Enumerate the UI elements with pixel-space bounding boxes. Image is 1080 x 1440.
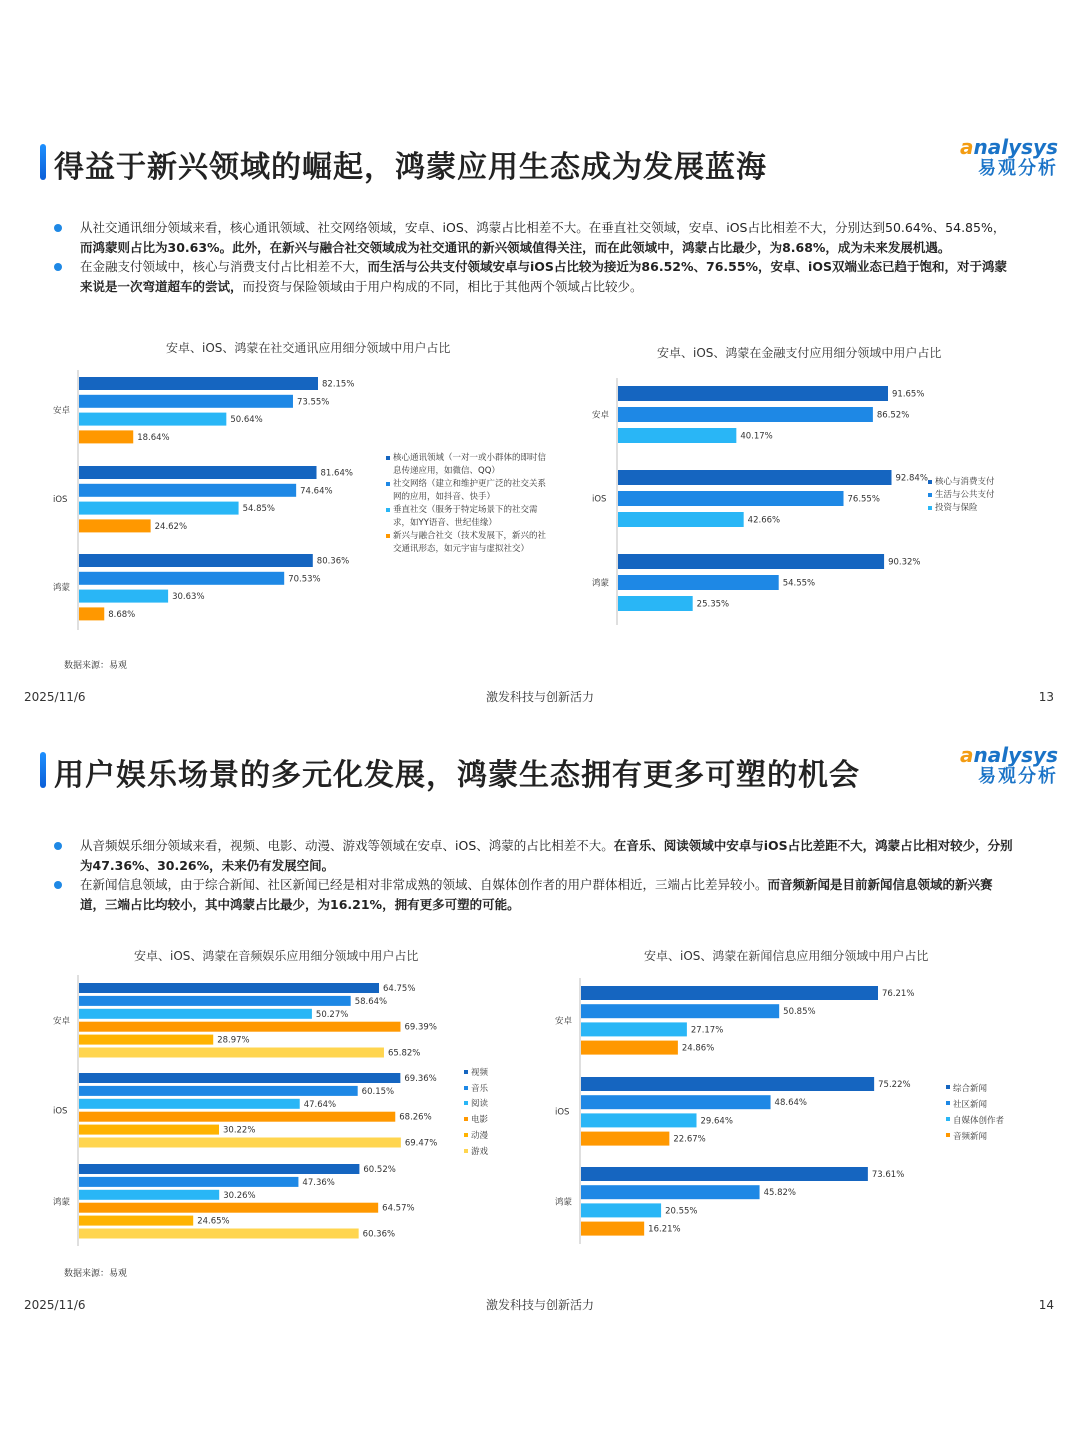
data-label: 50.27% bbox=[315, 1009, 349, 1020]
slide-13 bbox=[0, 120, 1080, 730]
data-label: 74.64% bbox=[300, 486, 333, 497]
data-label: 64.57% bbox=[382, 1203, 415, 1214]
data-label: 68.26% bbox=[399, 1112, 432, 1123]
legend-text: 音乐 bbox=[471, 1083, 489, 1094]
data-label: 8.68% bbox=[108, 609, 136, 620]
category-label: 安卓 bbox=[53, 1016, 71, 1027]
data-label: 24.86% bbox=[681, 1043, 715, 1054]
bar bbox=[581, 1203, 661, 1217]
data-label: 45.82% bbox=[763, 1188, 796, 1199]
bar bbox=[581, 1113, 697, 1127]
category-label: 鸿蒙 bbox=[555, 1197, 573, 1208]
legend-swatch bbox=[946, 1117, 950, 1121]
chart-title-audio: 安卓、iOS、鸿蒙在音频娱乐应用细分领域中用户占比 bbox=[134, 949, 419, 963]
bar bbox=[581, 1041, 678, 1055]
bar bbox=[618, 596, 693, 611]
data-label: 86.52% bbox=[876, 410, 910, 421]
category-label: iOS bbox=[53, 1106, 68, 1117]
data-label: 50.64% bbox=[230, 415, 263, 426]
bar bbox=[581, 1132, 669, 1146]
bar bbox=[581, 1095, 771, 1109]
bullet-item: 在新闻信息领域，由于综合新闻、社区新闻已经是相对非常成熟的领域、自媒体创作者的用户群体相近，三端占比差异较小。而音频新闻是目前新闻信息领域的新兴赛道，三端占比均较小，其中鸿蒙占比最少，为16.21%，拥有更多可塑的可能。 bbox=[54, 875, 1014, 914]
chart-news bbox=[0, 728, 1080, 1338]
analysys-logo: analysys 易观分析 bbox=[960, 135, 1058, 179]
data-label: 60.15% bbox=[361, 1086, 395, 1097]
legend-item bbox=[928, 489, 1028, 502]
data-label: 76.55% bbox=[847, 494, 880, 505]
legend-text: 核心与消费支付 bbox=[935, 477, 995, 487]
data-label: 69.36% bbox=[404, 1074, 437, 1084]
page-number: 13 bbox=[1038, 690, 1054, 704]
data-label: 20.55% bbox=[665, 1206, 698, 1217]
category-label: 安卓 bbox=[592, 410, 610, 421]
legend-item bbox=[946, 1081, 1046, 1097]
bar bbox=[618, 554, 884, 569]
data-label: 70.53% bbox=[288, 574, 321, 585]
bullet-item: 在金融支付领域中，核心与消费支付占比相差不大，而生活与公共支付领域安卓与iOS占比较为接近为86.52%、76.55%，安卓、iOS双端业态已趋于饱和，对于鸿蒙来说是一次弯道超车的尝试，而投资与保险领域由于用户构成的不同，相比于其他两个领域占比较少。 bbox=[54, 257, 1014, 296]
legend-swatch bbox=[928, 493, 932, 497]
data-label: 80.36% bbox=[316, 556, 350, 567]
data-label: 64.75% bbox=[383, 984, 416, 994]
bar bbox=[581, 1022, 687, 1036]
category-label: 安卓 bbox=[555, 1016, 573, 1027]
footer-date: 2025/11/6 bbox=[24, 690, 86, 704]
bullet-item: 从音频娱乐细分领域来看，视频、电影、动漫、游戏等领域在安卓、iOS、鸿蒙的占比相差不大。在音乐、阅读领域中安卓与iOS占比差距不大，鸿蒙占比相对较少，分别为47.36%、30.26%，未来仍有发展空间。 bbox=[54, 836, 1014, 875]
category-label: 鸿蒙 bbox=[592, 578, 610, 589]
analysys-logo: analysys 易观分析 bbox=[960, 743, 1058, 787]
legend-text: 自媒体创作者 bbox=[953, 1116, 1005, 1126]
legend-text: 交通讯形态，如元宇宙与虚拟社交） bbox=[393, 544, 530, 554]
chart-title-finance: 安卓、iOS、鸿蒙在金融支付应用细分领域中用户占比 bbox=[657, 346, 942, 360]
legend-item bbox=[928, 476, 1028, 489]
legend-item bbox=[946, 1129, 1046, 1145]
category-label: 鸿蒙 bbox=[53, 583, 71, 594]
slide-14 bbox=[0, 728, 1080, 1338]
data-label: 24.65% bbox=[197, 1216, 230, 1227]
data-label: 47.36% bbox=[302, 1177, 335, 1188]
legend-news bbox=[946, 1081, 1046, 1145]
bar bbox=[581, 1222, 644, 1236]
bar bbox=[618, 575, 779, 590]
legend-text: 核心通讯领域（一对一或小群体的即时信 bbox=[393, 453, 547, 463]
bar bbox=[581, 986, 878, 1000]
page-number: 14 bbox=[1038, 1298, 1054, 1312]
data-label: 30.22% bbox=[223, 1125, 256, 1136]
data-label: 82.15% bbox=[322, 379, 355, 390]
legend-swatch bbox=[928, 506, 932, 510]
legend-text: 垂直社交（服务于特定场景下的社交需 bbox=[393, 505, 538, 515]
bar bbox=[618, 491, 844, 506]
data-label: 42.66% bbox=[747, 515, 781, 526]
bar bbox=[618, 428, 736, 443]
legend-text: 息传递应用，如微信、QQ） bbox=[393, 466, 500, 476]
bar bbox=[581, 1004, 779, 1018]
footer-slogan: 激发科技与创新活力 bbox=[485, 690, 594, 704]
bar bbox=[581, 1167, 868, 1181]
data-label: 69.39% bbox=[404, 1022, 437, 1033]
legend-swatch bbox=[928, 480, 932, 484]
bar bbox=[581, 1077, 874, 1091]
data-label: 16.21% bbox=[648, 1224, 681, 1235]
legend-item bbox=[946, 1097, 1046, 1113]
category-label: iOS bbox=[555, 1107, 570, 1118]
legend-text: 网的应用，如抖音、快手） bbox=[393, 492, 496, 502]
chart-title-social: 安卓、iOS、鸿蒙在社交通讯应用细分领域中用户占比 bbox=[166, 341, 451, 355]
data-label: 30.63% bbox=[172, 592, 205, 603]
data-label: 76.21% bbox=[882, 989, 915, 999]
legend-item bbox=[946, 1113, 1046, 1129]
data-label: 69.47% bbox=[404, 1138, 438, 1149]
legend-item bbox=[928, 502, 1028, 515]
slide-title: 用户娱乐场景的多元化发展，鸿蒙生态拥有更多可塑的机会 bbox=[54, 758, 860, 793]
footer-date: 2025/11/6 bbox=[24, 1298, 86, 1312]
legend-text: 综合新闻 bbox=[953, 1084, 988, 1094]
data-label: 73.61% bbox=[871, 1170, 905, 1180]
bar bbox=[618, 386, 888, 401]
data-label: 91.65% bbox=[892, 389, 925, 400]
data-label: 28.97% bbox=[217, 1035, 250, 1046]
bar bbox=[618, 470, 892, 485]
data-label: 29.64% bbox=[700, 1116, 733, 1127]
data-label: 18.64% bbox=[137, 432, 170, 443]
legend-swatch bbox=[946, 1133, 950, 1137]
data-label: 50.85% bbox=[783, 1007, 816, 1018]
data-label: 40.17% bbox=[740, 431, 773, 442]
data-source: 数据来源：易观 bbox=[64, 661, 128, 671]
data-label: 90.32% bbox=[888, 557, 921, 568]
data-label: 60.36% bbox=[362, 1229, 396, 1240]
category-label: 鸿蒙 bbox=[53, 1197, 71, 1208]
legend-text: 求，如YY语音、世纪佳缘） bbox=[393, 518, 497, 528]
legend-text: 游戏 bbox=[471, 1146, 489, 1157]
data-label: 54.55% bbox=[782, 578, 816, 589]
data-label: 24.62% bbox=[154, 521, 188, 532]
data-label: 92.84% bbox=[895, 473, 928, 484]
data-label: 47.64% bbox=[303, 1099, 337, 1110]
bar bbox=[618, 407, 873, 422]
bar bbox=[618, 512, 744, 527]
data-label: 60.52% bbox=[363, 1165, 396, 1175]
data-label: 81.64% bbox=[320, 468, 353, 479]
slide-title: 得益于新兴领域的崛起，鸿蒙应用生态成为发展蓝海 bbox=[54, 150, 767, 185]
data-label: 54.85% bbox=[242, 504, 275, 515]
footer-slogan: 激发科技与创新活力 bbox=[485, 1298, 594, 1312]
legend-text: 音频新闻 bbox=[953, 1132, 988, 1142]
chart-finance bbox=[0, 120, 1080, 730]
legend-text: 电影 bbox=[471, 1115, 489, 1126]
category-label: 安卓 bbox=[53, 406, 71, 417]
data-label: 75.22% bbox=[878, 1080, 911, 1090]
category-label: iOS bbox=[592, 494, 607, 505]
data-label: 25.35% bbox=[696, 599, 730, 610]
legend-text: 生活与公共支付 bbox=[935, 490, 995, 500]
chart-title-news: 安卓、iOS、鸿蒙在新闻信息应用细分领域中用户占比 bbox=[644, 949, 929, 963]
legend-text: 社交网络（建立和维护更广泛的社交关系 bbox=[393, 479, 547, 489]
legend-text: 新兴与融合社交（技术发展下，新兴的社 bbox=[393, 531, 547, 541]
legend-text: 投资与保险 bbox=[935, 503, 978, 513]
data-label: 73.55% bbox=[296, 397, 330, 408]
data-label: 58.64% bbox=[354, 996, 388, 1007]
data-label: 27.17% bbox=[690, 1025, 724, 1036]
data-label: 65.82% bbox=[387, 1048, 421, 1059]
data-label: 30.26% bbox=[223, 1190, 256, 1201]
legend-swatch bbox=[946, 1101, 950, 1105]
legend-text: 视频 bbox=[471, 1068, 489, 1078]
bullet-item: 从社交通讯细分领域来看，核心通讯领域、社交网络领域，安卓、iOS、鸿蒙占比相差不大。在垂直社交领域，安卓、iOS占比相差不大，分别达到50.64%、54.85%，而鸿蒙则占比为30.63%。此外，在新兴与融合社交领域成为社交通讯的新兴领域值得关注，而在此领域中，鸿蒙占比最少，为8.68%，成为未来发展机遇。 bbox=[54, 218, 1014, 257]
data-source: 数据来源：易观 bbox=[64, 1269, 128, 1279]
bar bbox=[581, 1185, 760, 1199]
data-label: 22.67% bbox=[673, 1134, 706, 1145]
data-label: 48.64% bbox=[774, 1098, 807, 1109]
legend-swatch bbox=[946, 1085, 950, 1089]
legend-text: 社区新闻 bbox=[953, 1100, 988, 1110]
legend-finance bbox=[928, 476, 1028, 515]
legend-text: 动漫 bbox=[471, 1130, 489, 1141]
legend-text: 阅读 bbox=[471, 1099, 489, 1110]
category-label: iOS bbox=[53, 495, 68, 506]
